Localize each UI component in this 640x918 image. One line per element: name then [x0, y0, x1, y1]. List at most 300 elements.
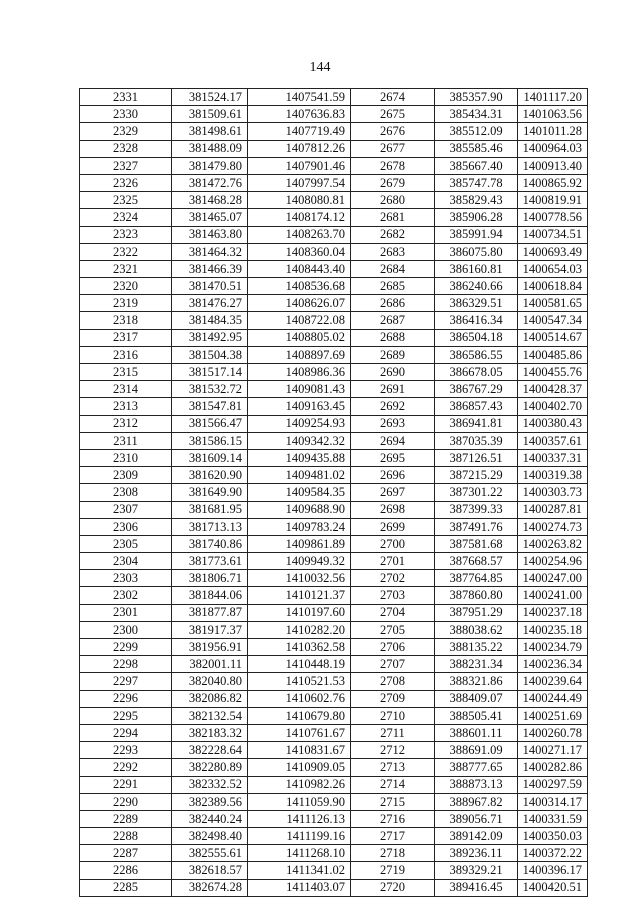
- point-number-left-cell: 2328: [80, 140, 172, 157]
- x-coordinate-right-cell: 386504.18: [435, 329, 518, 346]
- point-number-right-cell: 2690: [351, 364, 435, 381]
- point-number-left-cell: 2290: [80, 793, 172, 810]
- point-number-right-cell: 2717: [351, 828, 435, 845]
- y-coordinate-left-cell: 1409081.43: [248, 381, 351, 398]
- point-number-left-cell: 2289: [80, 810, 172, 827]
- point-number-right-cell: 2695: [351, 449, 435, 466]
- x-coordinate-right-cell: 387581.68: [435, 535, 518, 552]
- table-row: [80, 484, 588, 501]
- x-coordinate-right-cell: 386240.66: [435, 278, 518, 295]
- x-coordinate-left-cell: 382674.28: [172, 879, 248, 896]
- y-coordinate-left-cell: 1411126.13: [248, 810, 351, 827]
- x-coordinate-left-cell: 382086.82: [172, 690, 248, 707]
- table-row: [80, 415, 588, 432]
- x-coordinate-left-cell: 381504.38: [172, 346, 248, 363]
- x-coordinate-right-cell: 388038.62: [435, 621, 518, 638]
- x-coordinate-right-cell: 388601.11: [435, 724, 518, 741]
- y-coordinate-left-cell: 1408897.69: [248, 346, 351, 363]
- x-coordinate-right-cell: 385667.40: [435, 157, 518, 174]
- y-coordinate-left-cell: 1410761.67: [248, 724, 351, 741]
- point-number-left-cell: 2326: [80, 174, 172, 191]
- point-number-right-cell: 2714: [351, 776, 435, 793]
- table-row: [80, 398, 588, 415]
- x-coordinate-right-cell: 385585.46: [435, 140, 518, 157]
- y-coordinate-left-cell: 1411199.16: [248, 828, 351, 845]
- y-coordinate-right-cell: 1400237.18: [518, 604, 588, 621]
- point-number-right-cell: 2676: [351, 123, 435, 140]
- x-coordinate-right-cell: 386075.80: [435, 243, 518, 260]
- y-coordinate-right-cell: 1400865.92: [518, 174, 588, 191]
- table-body: [80, 89, 588, 897]
- x-coordinate-left-cell: 382618.57: [172, 862, 248, 879]
- y-coordinate-right-cell: 1400420.51: [518, 879, 588, 896]
- x-coordinate-right-cell: 385991.94: [435, 226, 518, 243]
- x-coordinate-left-cell: 382498.40: [172, 828, 248, 845]
- table-row: [80, 364, 588, 381]
- y-coordinate-right-cell: 1400337.31: [518, 449, 588, 466]
- table-row: [80, 776, 588, 793]
- x-coordinate-left-cell: 381488.09: [172, 140, 248, 157]
- x-coordinate-left-cell: 381566.47: [172, 415, 248, 432]
- x-coordinate-right-cell: 387126.51: [435, 449, 518, 466]
- x-coordinate-left-cell: 382040.80: [172, 673, 248, 690]
- y-coordinate-left-cell: 1408443.40: [248, 260, 351, 277]
- point-number-left-cell: 2312: [80, 415, 172, 432]
- table-row: [80, 810, 588, 827]
- x-coordinate-left-cell: 382183.32: [172, 724, 248, 741]
- y-coordinate-right-cell: 1400618.84: [518, 278, 588, 295]
- table-row: [80, 673, 588, 690]
- x-coordinate-right-cell: 385906.28: [435, 209, 518, 226]
- y-coordinate-left-cell: 1409584.35: [248, 484, 351, 501]
- table-row: [80, 553, 588, 570]
- y-coordinate-right-cell: 1400819.91: [518, 192, 588, 209]
- x-coordinate-right-cell: 386857.43: [435, 398, 518, 415]
- y-coordinate-right-cell: 1400239.64: [518, 673, 588, 690]
- y-coordinate-right-cell: 1400241.00: [518, 587, 588, 604]
- point-number-right-cell: 2687: [351, 312, 435, 329]
- y-coordinate-right-cell: 1400303.73: [518, 484, 588, 501]
- point-number-left-cell: 2299: [80, 639, 172, 656]
- y-coordinate-left-cell: 1408080.81: [248, 192, 351, 209]
- x-coordinate-left-cell: 381468.28: [172, 192, 248, 209]
- y-coordinate-right-cell: 1400396.17: [518, 862, 588, 879]
- y-coordinate-right-cell: 1400485.86: [518, 346, 588, 363]
- point-number-right-cell: 2709: [351, 690, 435, 707]
- table-row: [80, 656, 588, 673]
- y-coordinate-left-cell: 1409342.32: [248, 432, 351, 449]
- table-row: [80, 278, 588, 295]
- x-coordinate-left-cell: 382228.64: [172, 742, 248, 759]
- y-coordinate-right-cell: 1400235.18: [518, 621, 588, 638]
- point-number-left-cell: 2331: [80, 89, 172, 106]
- y-coordinate-right-cell: 1401063.56: [518, 106, 588, 123]
- x-coordinate-left-cell: 381463.80: [172, 226, 248, 243]
- point-number-left-cell: 2318: [80, 312, 172, 329]
- point-number-left-cell: 2309: [80, 467, 172, 484]
- y-coordinate-right-cell: 1400236.34: [518, 656, 588, 673]
- x-coordinate-right-cell: 388777.65: [435, 759, 518, 776]
- x-coordinate-right-cell: 387301.22: [435, 484, 518, 501]
- x-coordinate-left-cell: 381681.95: [172, 501, 248, 518]
- point-number-right-cell: 2694: [351, 432, 435, 449]
- table-row: [80, 106, 588, 123]
- y-coordinate-left-cell: 1408626.07: [248, 295, 351, 312]
- point-number-left-cell: 2315: [80, 364, 172, 381]
- y-coordinate-right-cell: 1400372.22: [518, 845, 588, 862]
- x-coordinate-left-cell: 381470.51: [172, 278, 248, 295]
- y-coordinate-left-cell: 1409861.89: [248, 535, 351, 552]
- table-row: [80, 724, 588, 741]
- point-number-right-cell: 2679: [351, 174, 435, 191]
- x-coordinate-right-cell: 388321.86: [435, 673, 518, 690]
- point-number-right-cell: 2682: [351, 226, 435, 243]
- table-row: [80, 845, 588, 862]
- point-number-right-cell: 2691: [351, 381, 435, 398]
- y-coordinate-left-cell: 1408263.70: [248, 226, 351, 243]
- x-coordinate-right-cell: 385434.31: [435, 106, 518, 123]
- y-coordinate-left-cell: 1408174.12: [248, 209, 351, 226]
- y-coordinate-right-cell: 1400260.78: [518, 724, 588, 741]
- x-coordinate-left-cell: 382001.11: [172, 656, 248, 673]
- x-coordinate-left-cell: 381472.76: [172, 174, 248, 191]
- table-row: [80, 690, 588, 707]
- point-number-right-cell: 2701: [351, 553, 435, 570]
- table-row: [80, 89, 588, 106]
- table-row: [80, 879, 588, 896]
- x-coordinate-right-cell: 389236.11: [435, 845, 518, 862]
- x-coordinate-left-cell: 381498.61: [172, 123, 248, 140]
- x-coordinate-right-cell: 388231.34: [435, 656, 518, 673]
- y-coordinate-left-cell: 1409163.45: [248, 398, 351, 415]
- table-row: [80, 432, 588, 449]
- y-coordinate-left-cell: 1409688.90: [248, 501, 351, 518]
- point-number-right-cell: 2685: [351, 278, 435, 295]
- x-coordinate-right-cell: 385747.78: [435, 174, 518, 191]
- point-number-right-cell: 2705: [351, 621, 435, 638]
- point-number-left-cell: 2304: [80, 553, 172, 570]
- y-coordinate-right-cell: 1400357.61: [518, 432, 588, 449]
- point-number-right-cell: 2702: [351, 570, 435, 587]
- x-coordinate-right-cell: 385357.90: [435, 89, 518, 106]
- x-coordinate-right-cell: 385829.43: [435, 192, 518, 209]
- point-number-right-cell: 2711: [351, 724, 435, 741]
- x-coordinate-left-cell: 381484.35: [172, 312, 248, 329]
- x-coordinate-right-cell: 387951.29: [435, 604, 518, 621]
- x-coordinate-left-cell: 381476.27: [172, 295, 248, 312]
- point-number-right-cell: 2712: [351, 742, 435, 759]
- y-coordinate-right-cell: 1400263.82: [518, 535, 588, 552]
- point-number-right-cell: 2719: [351, 862, 435, 879]
- y-coordinate-right-cell: 1401117.20: [518, 89, 588, 106]
- y-coordinate-left-cell: 1410197.60: [248, 604, 351, 621]
- point-number-right-cell: 2684: [351, 260, 435, 277]
- y-coordinate-right-cell: 1400734.51: [518, 226, 588, 243]
- y-coordinate-left-cell: 1407719.49: [248, 123, 351, 140]
- point-number-left-cell: 2288: [80, 828, 172, 845]
- table-row: [80, 828, 588, 845]
- point-number-left-cell: 2285: [80, 879, 172, 896]
- x-coordinate-left-cell: 382132.54: [172, 707, 248, 724]
- x-coordinate-left-cell: 381586.15: [172, 432, 248, 449]
- y-coordinate-right-cell: 1400654.03: [518, 260, 588, 277]
- point-number-left-cell: 2293: [80, 742, 172, 759]
- table-row: [80, 449, 588, 466]
- x-coordinate-left-cell: 381609.14: [172, 449, 248, 466]
- table-row: [80, 535, 588, 552]
- point-number-left-cell: 2292: [80, 759, 172, 776]
- x-coordinate-left-cell: 381466.39: [172, 260, 248, 277]
- point-number-left-cell: 2324: [80, 209, 172, 226]
- point-number-right-cell: 2675: [351, 106, 435, 123]
- point-number-right-cell: 2699: [351, 518, 435, 535]
- y-coordinate-right-cell: 1400287.81: [518, 501, 588, 518]
- point-number-right-cell: 2700: [351, 535, 435, 552]
- table-row: [80, 260, 588, 277]
- point-number-right-cell: 2688: [351, 329, 435, 346]
- point-number-right-cell: 2715: [351, 793, 435, 810]
- x-coordinate-right-cell: 387399.33: [435, 501, 518, 518]
- point-number-left-cell: 2302: [80, 587, 172, 604]
- point-number-left-cell: 2307: [80, 501, 172, 518]
- x-coordinate-right-cell: 388505.41: [435, 707, 518, 724]
- y-coordinate-right-cell: 1400380.43: [518, 415, 588, 432]
- y-coordinate-right-cell: 1400693.49: [518, 243, 588, 260]
- point-number-left-cell: 2287: [80, 845, 172, 862]
- point-number-left-cell: 2298: [80, 656, 172, 673]
- x-coordinate-left-cell: 381517.14: [172, 364, 248, 381]
- y-coordinate-left-cell: 1411403.07: [248, 879, 351, 896]
- point-number-right-cell: 2698: [351, 501, 435, 518]
- table-row: [80, 793, 588, 810]
- y-coordinate-right-cell: 1400234.79: [518, 639, 588, 656]
- table-row: [80, 621, 588, 638]
- point-number-left-cell: 2321: [80, 260, 172, 277]
- y-coordinate-left-cell: 1410831.67: [248, 742, 351, 759]
- table-row: [80, 381, 588, 398]
- point-number-left-cell: 2303: [80, 570, 172, 587]
- x-coordinate-right-cell: 389416.45: [435, 879, 518, 896]
- y-coordinate-right-cell: 1400274.73: [518, 518, 588, 535]
- y-coordinate-left-cell: 1409435.88: [248, 449, 351, 466]
- table-row: [80, 587, 588, 604]
- point-number-right-cell: 2686: [351, 295, 435, 312]
- x-coordinate-right-cell: 386586.55: [435, 346, 518, 363]
- table-row: [80, 329, 588, 346]
- table-row: [80, 742, 588, 759]
- x-coordinate-right-cell: 385512.09: [435, 123, 518, 140]
- y-coordinate-left-cell: 1410448.19: [248, 656, 351, 673]
- y-coordinate-right-cell: 1400778.56: [518, 209, 588, 226]
- y-coordinate-right-cell: 1400314.17: [518, 793, 588, 810]
- y-coordinate-right-cell: 1400581.65: [518, 295, 588, 312]
- x-coordinate-right-cell: 388135.22: [435, 639, 518, 656]
- x-coordinate-left-cell: 381917.37: [172, 621, 248, 638]
- point-number-left-cell: 2311: [80, 432, 172, 449]
- table-row: [80, 467, 588, 484]
- x-coordinate-right-cell: 389056.71: [435, 810, 518, 827]
- x-coordinate-left-cell: 381509.61: [172, 106, 248, 123]
- x-coordinate-left-cell: 381649.90: [172, 484, 248, 501]
- table-row: [80, 123, 588, 140]
- table-row: [80, 209, 588, 226]
- table-row: [80, 604, 588, 621]
- x-coordinate-right-cell: 387668.57: [435, 553, 518, 570]
- point-number-left-cell: 2323: [80, 226, 172, 243]
- coordinate-table: [79, 88, 588, 897]
- y-coordinate-left-cell: 1411059.90: [248, 793, 351, 810]
- point-number-left-cell: 2322: [80, 243, 172, 260]
- y-coordinate-left-cell: 1411341.02: [248, 862, 351, 879]
- y-coordinate-left-cell: 1408722.08: [248, 312, 351, 329]
- y-coordinate-left-cell: 1407636.83: [248, 106, 351, 123]
- x-coordinate-left-cell: 381464.32: [172, 243, 248, 260]
- x-coordinate-right-cell: 386416.34: [435, 312, 518, 329]
- point-number-right-cell: 2708: [351, 673, 435, 690]
- x-coordinate-left-cell: 381465.07: [172, 209, 248, 226]
- y-coordinate-left-cell: 1407997.54: [248, 174, 351, 191]
- x-coordinate-left-cell: 381492.95: [172, 329, 248, 346]
- table-row: [80, 157, 588, 174]
- y-coordinate-left-cell: 1409783.24: [248, 518, 351, 535]
- y-coordinate-right-cell: 1400319.38: [518, 467, 588, 484]
- x-coordinate-left-cell: 382389.56: [172, 793, 248, 810]
- x-coordinate-left-cell: 382440.24: [172, 810, 248, 827]
- y-coordinate-left-cell: 1410282.20: [248, 621, 351, 638]
- x-coordinate-right-cell: 386160.81: [435, 260, 518, 277]
- table-row: [80, 707, 588, 724]
- table-row: [80, 174, 588, 191]
- x-coordinate-left-cell: 381479.80: [172, 157, 248, 174]
- y-coordinate-right-cell: 1400455.76: [518, 364, 588, 381]
- point-number-left-cell: 2295: [80, 707, 172, 724]
- point-number-right-cell: 2680: [351, 192, 435, 209]
- x-coordinate-right-cell: 388409.07: [435, 690, 518, 707]
- x-coordinate-right-cell: 387764.85: [435, 570, 518, 587]
- point-number-right-cell: 2681: [351, 209, 435, 226]
- point-number-right-cell: 2703: [351, 587, 435, 604]
- y-coordinate-right-cell: 1400964.03: [518, 140, 588, 157]
- table-row: [80, 312, 588, 329]
- point-number-right-cell: 2707: [351, 656, 435, 673]
- x-coordinate-right-cell: 387035.39: [435, 432, 518, 449]
- point-number-left-cell: 2294: [80, 724, 172, 741]
- x-coordinate-left-cell: 381713.13: [172, 518, 248, 535]
- y-coordinate-left-cell: 1409949.32: [248, 553, 351, 570]
- x-coordinate-right-cell: 387215.29: [435, 467, 518, 484]
- y-coordinate-left-cell: 1410121.37: [248, 587, 351, 604]
- point-number-left-cell: 2291: [80, 776, 172, 793]
- x-coordinate-left-cell: 382280.89: [172, 759, 248, 776]
- point-number-left-cell: 2313: [80, 398, 172, 415]
- point-number-left-cell: 2305: [80, 535, 172, 552]
- point-number-left-cell: 2316: [80, 346, 172, 363]
- y-coordinate-left-cell: 1410602.76: [248, 690, 351, 707]
- x-coordinate-right-cell: 389329.21: [435, 862, 518, 879]
- point-number-left-cell: 2325: [80, 192, 172, 209]
- y-coordinate-left-cell: 1410362.58: [248, 639, 351, 656]
- y-coordinate-left-cell: 1407812.26: [248, 140, 351, 157]
- x-coordinate-right-cell: 388691.09: [435, 742, 518, 759]
- y-coordinate-right-cell: 1400428.37: [518, 381, 588, 398]
- y-coordinate-left-cell: 1410521.53: [248, 673, 351, 690]
- point-number-right-cell: 2720: [351, 879, 435, 896]
- page-number: 144: [309, 60, 331, 75]
- table-row: [80, 570, 588, 587]
- table-row: [80, 295, 588, 312]
- x-coordinate-left-cell: 381773.61: [172, 553, 248, 570]
- point-number-right-cell: 2704: [351, 604, 435, 621]
- y-coordinate-right-cell: 1400331.59: [518, 810, 588, 827]
- y-coordinate-left-cell: 1409254.93: [248, 415, 351, 432]
- x-coordinate-right-cell: 387860.80: [435, 587, 518, 604]
- point-number-right-cell: 2677: [351, 140, 435, 157]
- point-number-right-cell: 2706: [351, 639, 435, 656]
- x-coordinate-left-cell: 381877.87: [172, 604, 248, 621]
- y-coordinate-right-cell: 1400913.40: [518, 157, 588, 174]
- table-row: [80, 192, 588, 209]
- y-coordinate-right-cell: 1400244.49: [518, 690, 588, 707]
- point-number-left-cell: 2329: [80, 123, 172, 140]
- point-number-right-cell: 2693: [351, 415, 435, 432]
- point-number-left-cell: 2286: [80, 862, 172, 879]
- x-coordinate-left-cell: 381620.90: [172, 467, 248, 484]
- point-number-right-cell: 2683: [351, 243, 435, 260]
- y-coordinate-right-cell: 1400282.86: [518, 759, 588, 776]
- point-number-left-cell: 2317: [80, 329, 172, 346]
- table-row: [80, 243, 588, 260]
- point-number-left-cell: 2330: [80, 106, 172, 123]
- x-coordinate-right-cell: 386941.81: [435, 415, 518, 432]
- point-number-right-cell: 2692: [351, 398, 435, 415]
- point-number-right-cell: 2716: [351, 810, 435, 827]
- y-coordinate-left-cell: 1408986.36: [248, 364, 351, 381]
- x-coordinate-left-cell: 381532.72: [172, 381, 248, 398]
- x-coordinate-left-cell: 382332.52: [172, 776, 248, 793]
- x-coordinate-right-cell: 388967.82: [435, 793, 518, 810]
- y-coordinate-left-cell: 1410679.80: [248, 707, 351, 724]
- table-row: [80, 226, 588, 243]
- x-coordinate-right-cell: 388873.13: [435, 776, 518, 793]
- y-coordinate-right-cell: 1400254.96: [518, 553, 588, 570]
- y-coordinate-right-cell: 1400247.00: [518, 570, 588, 587]
- x-coordinate-left-cell: 381806.71: [172, 570, 248, 587]
- table-row: [80, 518, 588, 535]
- table-row: [80, 759, 588, 776]
- y-coordinate-right-cell: 1400251.69: [518, 707, 588, 724]
- x-coordinate-left-cell: 381524.17: [172, 89, 248, 106]
- x-coordinate-right-cell: 386678.05: [435, 364, 518, 381]
- y-coordinate-left-cell: 1411268.10: [248, 845, 351, 862]
- y-coordinate-right-cell: 1400271.17: [518, 742, 588, 759]
- x-coordinate-right-cell: 387491.76: [435, 518, 518, 535]
- y-coordinate-right-cell: 1400350.03: [518, 828, 588, 845]
- point-number-right-cell: 2674: [351, 89, 435, 106]
- y-coordinate-right-cell: 1400297.59: [518, 776, 588, 793]
- x-coordinate-left-cell: 381547.81: [172, 398, 248, 415]
- point-number-left-cell: 2308: [80, 484, 172, 501]
- point-number-left-cell: 2296: [80, 690, 172, 707]
- x-coordinate-left-cell: 381740.86: [172, 535, 248, 552]
- point-number-left-cell: 2320: [80, 278, 172, 295]
- y-coordinate-right-cell: 1401011.28: [518, 123, 588, 140]
- y-coordinate-left-cell: 1410909.05: [248, 759, 351, 776]
- y-coordinate-left-cell: 1410032.56: [248, 570, 351, 587]
- point-number-right-cell: 2713: [351, 759, 435, 776]
- y-coordinate-left-cell: 1407901.46: [248, 157, 351, 174]
- table-row: [80, 140, 588, 157]
- point-number-left-cell: 2306: [80, 518, 172, 535]
